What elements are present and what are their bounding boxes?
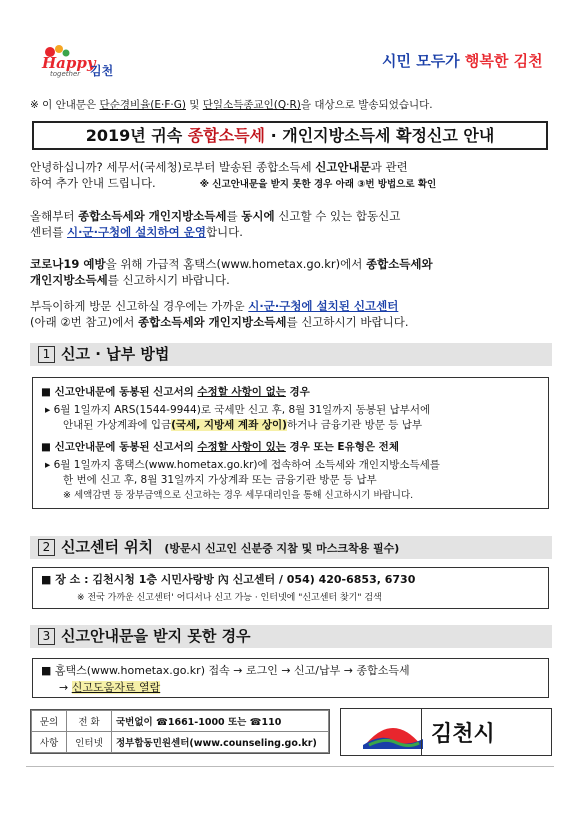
city-slogan bbox=[382, 50, 543, 71]
text: 하여 추가 안내 드립니다. bbox=[30, 176, 156, 190]
city-name: 김천시 bbox=[431, 722, 495, 747]
bottom-divider bbox=[26, 766, 554, 767]
case-no-change-line-1: ▸ 6월 1일까지 ARS(1544-9944)로 국세만 신고 후, 8월 31일까지 동봉된 납부서에 bbox=[45, 404, 431, 416]
text: 를 신고하시기 바랍니다. bbox=[107, 273, 230, 287]
section-1-box bbox=[32, 377, 549, 509]
text: 종합소득세와 개인지방소득세 bbox=[78, 209, 227, 223]
text: 신고할 수 있는 합동신고 bbox=[274, 209, 401, 223]
text: 시·군·구청에 설치된 신고센터 bbox=[248, 299, 399, 313]
emblem-divider bbox=[421, 709, 422, 755]
section-title: 신고안내문을 받지 못한 경우 bbox=[61, 627, 251, 645]
hometax-steps-line-1: ■ 홈택스(www.hometax.go.kr) 접속 → 로그인 → 신고/납부 → 종합소득세 bbox=[41, 664, 410, 677]
case-change-line-1: ▸ 6월 1일까지 홈택스(www.hometax.go.kr)에 접속하여 소득세와 개인지방소득세를 bbox=[45, 459, 440, 471]
contact-table bbox=[30, 709, 330, 754]
hometax-steps-line-2 bbox=[59, 680, 160, 695]
line bbox=[30, 224, 555, 240]
section-3-box bbox=[32, 658, 549, 698]
text: 센터를 bbox=[30, 225, 67, 239]
text: 종합소득세와 bbox=[365, 257, 433, 271]
text: 신고안내문 bbox=[315, 160, 371, 174]
section-2-box bbox=[32, 567, 549, 609]
text: (국세, 지방세 계좌 상이) bbox=[171, 419, 287, 431]
missing-notice-note: ※ 신고안내문을 받지 못한 경우 아래 ③번 방법으로 확인 bbox=[199, 179, 437, 190]
title-pre: 2019년 귀속 bbox=[85, 126, 188, 145]
case-change-line-2: 한 번에 신고 후, 8월 31일까지 가상계좌 또는 금융기관 방문 등 납부 bbox=[63, 474, 377, 486]
table bbox=[31, 710, 329, 753]
text: 수정할 사항이 있는 bbox=[197, 441, 286, 453]
notice-mark: ※ bbox=[30, 99, 39, 111]
intro-line-1 bbox=[30, 159, 555, 175]
text: 신고도움자료 열람 bbox=[71, 681, 161, 694]
line bbox=[30, 298, 555, 314]
case-no-change-heading bbox=[41, 385, 310, 400]
text: 를 신고하시기 바랍니다. bbox=[286, 315, 409, 329]
notice-text-pre: 이 안내문은 bbox=[38, 99, 100, 111]
joint-center-paragraph bbox=[30, 208, 555, 240]
text: 수정할 사항이 없는 bbox=[197, 386, 286, 398]
notice-text-post: 을 대상으로 발송되었습니다. bbox=[300, 99, 433, 111]
section-3-header bbox=[30, 625, 552, 648]
notice-text-mid: 및 bbox=[185, 99, 203, 111]
contact-label-top: 문의 bbox=[32, 711, 67, 732]
title-emphasis: 종합소득세 bbox=[187, 126, 266, 145]
section-number: 3 bbox=[38, 628, 55, 645]
slogan-prefix: 시민 모두가 bbox=[382, 52, 465, 70]
section-2-header bbox=[30, 536, 552, 559]
text: 시·군·구청에 설치하여 운영 bbox=[66, 225, 206, 239]
line bbox=[30, 256, 555, 272]
logo-sub-text: together bbox=[50, 70, 81, 78]
page-title bbox=[32, 121, 548, 150]
text: ■ 신고안내문에 동봉된 신고서의 bbox=[41, 441, 198, 453]
contact-label-bottom: 사항 bbox=[32, 732, 67, 753]
text: 안내된 가상계좌에 입금 bbox=[63, 419, 172, 431]
text: 동시에 bbox=[241, 209, 275, 223]
text: 올해부터 bbox=[30, 209, 79, 223]
target-notice bbox=[30, 97, 552, 112]
text: 개인지방소득세 bbox=[30, 273, 108, 287]
title-post: · 개인지방소득세 확정신고 안내 bbox=[265, 126, 495, 145]
section-subtitle: (방문시 신고인 신분증 지참 및 마스크착용 필수) bbox=[164, 542, 400, 555]
section-number: 2 bbox=[38, 539, 55, 556]
section-title: 신고 · 납부 방법 bbox=[61, 345, 170, 363]
phone-label: 전 화 bbox=[67, 711, 112, 732]
intro-paragraph bbox=[30, 159, 555, 193]
text: 경우 bbox=[285, 386, 310, 398]
line bbox=[30, 272, 555, 288]
text: 를 bbox=[226, 209, 242, 223]
text: 과 관련 bbox=[370, 160, 408, 174]
intro-line-2 bbox=[30, 175, 555, 193]
happy-together-logo bbox=[40, 40, 118, 84]
phone-value: 국번없이 ☎1661-1000 또는 ☎110 bbox=[112, 711, 329, 732]
section-title: 신고센터 위치 bbox=[61, 538, 154, 556]
text: 안녕하십니까? 세무서(국세청)로부터 발송된 종합소득세 bbox=[30, 160, 316, 174]
line bbox=[30, 314, 555, 330]
logo-city-text: 김천 bbox=[90, 64, 114, 78]
section-number: 1 bbox=[38, 346, 55, 363]
center-search-note: ※ 전국 가까운 신고센터' 어디서나 신고 가능 · 인터넷에 "신고센터 찾기" 검색 bbox=[77, 593, 382, 603]
table-row bbox=[32, 711, 329, 732]
text: 하거나 금융기관 방문 등 납부 bbox=[286, 419, 423, 431]
table-row bbox=[32, 732, 329, 753]
city-emblem-icon bbox=[361, 715, 425, 751]
line bbox=[30, 208, 555, 224]
text: 을 위해 가급적 홈택스(www.hometax.go.kr)에서 bbox=[105, 257, 366, 271]
text: ■ 신고안내문에 동봉된 신고서의 bbox=[41, 386, 198, 398]
visit-paragraph bbox=[30, 298, 555, 330]
logo-script-text: Happy bbox=[42, 54, 96, 72]
text: 경우 또는 E유형은 전체 bbox=[285, 441, 399, 453]
slogan-emphasis: 행복한 김천 bbox=[464, 52, 543, 70]
notice-link-religious: 단일소득종교인(Q·R) bbox=[202, 99, 301, 111]
case-no-change-line-2 bbox=[63, 418, 422, 433]
web-label: 인터넷 bbox=[67, 732, 112, 753]
text: 코로나19 예방 bbox=[30, 257, 106, 271]
notice-link-simple: 단순경비율(E·F·G) bbox=[99, 99, 186, 111]
section-1-header bbox=[30, 343, 552, 366]
center-location: ■ 장 소 : 김천시청 1층 시민사랑방 內 신고센터 / 054) 420-6853, 6730 bbox=[41, 573, 416, 586]
text: 부득이하게 방문 신고하실 경우에는 가까운 bbox=[30, 299, 249, 313]
hometax-paragraph bbox=[30, 256, 555, 288]
text: → bbox=[59, 681, 72, 694]
text: (아래 ②번 참고)에서 bbox=[30, 315, 139, 329]
web-value: 정부합동민원센터(www.counseling.go.kr) bbox=[112, 732, 329, 753]
case-change-heading bbox=[41, 440, 399, 455]
text: 종합소득세와 개인지방소득세 bbox=[138, 315, 287, 329]
tax-agent-note: ※ 세액감면 등 장부금액으로 신고하는 경우 세무대리인을 통해 신고하시기 바랍니다. bbox=[63, 490, 414, 501]
text: 합니다. bbox=[205, 225, 243, 239]
